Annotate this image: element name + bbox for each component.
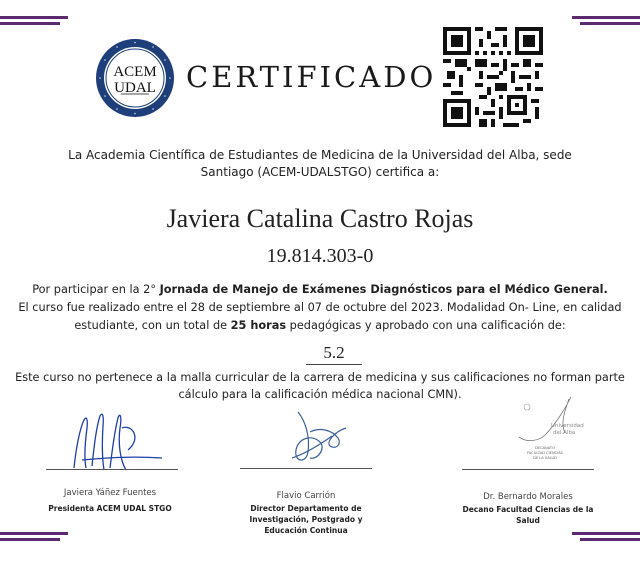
signature-2-role-line-2: Investigación, Postgrado y	[249, 515, 363, 524]
hours-value: 25 horas	[230, 319, 287, 332]
hours-line	[0, 319, 640, 332]
participation-line	[0, 283, 640, 296]
corner-bar-bottom-left-2	[0, 538, 60, 541]
dates-line: El curso fue realizado entre el 28 de septiembre al 07 de octubre del 2023. Modalidad On- Line, en calidad	[18, 301, 622, 314]
svg-text:Universidad: Universidad	[551, 423, 584, 429]
intro-line-2: Santiago (ACEM-UDALSTGO) certifica a:	[200, 165, 440, 179]
signature-1-line	[46, 469, 178, 470]
note-line-2: cálculo para la calificación médica nacional CMN).	[178, 388, 462, 401]
recipient-name: Javiera Catalina Castro Rojas	[166, 204, 474, 233]
corner-bar-bottom-right-2	[580, 538, 640, 541]
signature-1-role: Presidenta ACEM UDAL STGO	[48, 504, 172, 513]
signature-3-line	[462, 469, 594, 470]
corner-bar-top-left	[0, 16, 68, 19]
note-line-1: Este curso no pertenece a la malla curricular de la carrera de medicina y sus calificaciones no forman parte	[15, 371, 625, 384]
hours-prefix: estudiante, con un total de	[74, 319, 231, 332]
signature-1-drawing	[62, 398, 172, 473]
corner-bar-bottom-left	[0, 532, 68, 535]
signature-2-line	[240, 468, 372, 469]
signature-3-role-line-1: Decano Facultad Ciencias de la	[462, 505, 594, 514]
final-grade: 5.2	[306, 343, 362, 365]
signature-2-role-line-3: Educación Continua	[264, 526, 348, 535]
certificate-title: CERTIFICADO	[186, 60, 437, 94]
signature-1-name: Javiera Yáñez Fuentes	[63, 488, 157, 498]
svg-text:del Alba: del Alba	[553, 430, 576, 436]
signature-2-name: Flavio Carrión	[276, 491, 336, 501]
acem-udal-seal-logo	[95, 38, 175, 118]
corner-bar-top-right-2	[580, 22, 640, 25]
hours-suffix: pedagógicas y aprobado con una calificación de:	[286, 319, 566, 332]
corner-bar-top-right	[572, 16, 640, 19]
svg-text:DE LA SALUD: DE LA SALUD	[533, 456, 557, 460]
svg-text:DECANATO: DECANATO	[535, 446, 555, 450]
recipient-rut: 19.814.303-0	[266, 245, 374, 267]
signature-3-name: Dr. Bernardo Morales	[483, 492, 573, 502]
corner-bar-top-left-2	[0, 22, 60, 25]
signature-2-role-line-1: Director Departamento de	[250, 504, 362, 513]
corner-bar-bottom-right	[572, 532, 640, 535]
svg-text:UDAL: UDAL	[114, 80, 156, 96]
signature-3-stamp	[505, 395, 585, 470]
svg-text:ACEM: ACEM	[113, 64, 157, 80]
intro-line-1: La Academia Científica de Estudiantes de Medicina de la Universidad del Alba, sede	[68, 148, 572, 162]
signature-2-drawing	[280, 402, 360, 472]
qr-code	[443, 27, 543, 127]
event-name: Jornada de Manejo de Exámenes Diagnósticos para el Médico General.	[159, 283, 608, 296]
signature-3-role-line-2: Salud	[516, 516, 540, 525]
svg-text:FACULTAD CIENCIAS: FACULTAD CIENCIAS	[527, 451, 563, 455]
participation-prefix: Por participar en la 2°	[32, 283, 160, 296]
